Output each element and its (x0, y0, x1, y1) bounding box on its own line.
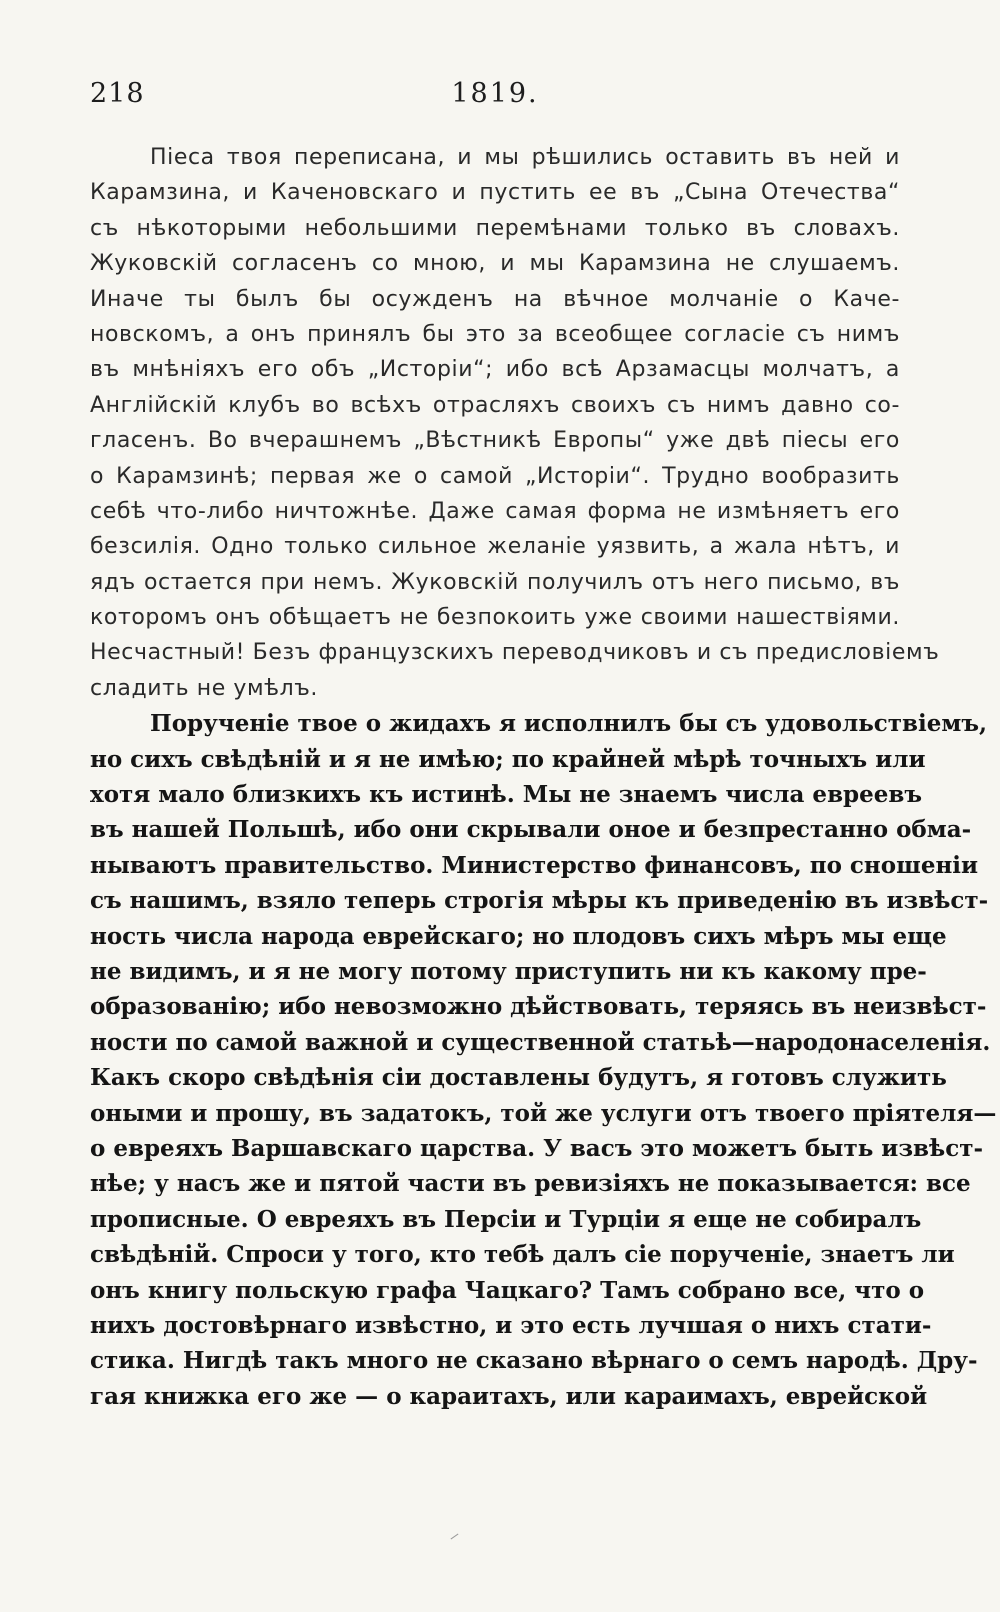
text-line: съ нѣкоторыми небольшими перемѣнами только въ словахъ. (90, 215, 900, 241)
text-line: нываютъ правительство. Министерство финансовъ, по сношеніи (90, 851, 979, 879)
text-line: себѣ что-либо ничтожнѣе. Даже самая форма не измѣняетъ его (90, 498, 900, 524)
text-line: сладить не умѣлъ. (90, 675, 319, 701)
text-line: ности по самой важной и существенной статьѣ—народонаселенія. (90, 1028, 991, 1056)
text-line: Піеса твоя переписана, и мы рѣшились оставить въ ней и (150, 145, 900, 170)
paragraph-1 (90, 140, 940, 706)
text-line: Англійскій клубъ во всѣхъ отрасляхъ своихъ съ нимъ давно со- (90, 392, 900, 418)
text-line: новскомъ, а онъ принялъ бы это за всеобщее согласіе съ нимъ (90, 321, 900, 347)
text-line: Карамзина, и Каченовскаго и пустить ее въ „Сына Отечества“ (90, 180, 900, 206)
text-line: ность числа народа еврейскаго; но плодовъ сихъ мѣръ мы еще (90, 922, 947, 950)
text-line: но сихъ свѣдѣній и я не имѣю; по крайней мѣрѣ точныхъ или (90, 745, 926, 773)
text-line: нѣе; у насъ же и пятой части въ ревизіяхъ не показывается: все (90, 1170, 971, 1198)
text-line: хотя мало близкихъ къ истинѣ. Мы не знаемъ числа евреевъ (90, 781, 923, 809)
text-line: безсилія. Одно только сильное желаніе уязвить, а жала нѣтъ, и (90, 534, 900, 560)
text-line: оными и прошу, въ задатокъ, той же услуги отъ твоего пріятеля— (90, 1099, 997, 1127)
text-line: ядъ остается при немъ. Жуковскій получилъ отъ него письмо, въ (90, 569, 900, 595)
text-line: Иначе ты былъ бы осужденъ на вѣчное молчаніе о Каче- (90, 286, 900, 312)
text-line: о Карамзинѣ; первая же о самой „Исторіи“. Трудно вообразить (90, 463, 900, 489)
text-line: Несчастный! Безъ французскихъ переводчиковъ и съ предисловіемъ (90, 640, 940, 666)
text-line: о евреяхъ Варшавскаго царства. У васъ это можетъ быть извѣст- (90, 1134, 984, 1162)
text-line: Порученіе твое о жидахъ я исполнилъ бы съ удовольствіемъ, (150, 710, 988, 738)
text-line: гая книжка его же — о караитахъ, или караимахъ, еврейской (90, 1382, 928, 1410)
paragraph-2 (90, 706, 997, 1414)
text-line: свѣдѣній. Спроси у того, кто тебѣ далъ сіе порученіе, знаетъ ли (90, 1241, 955, 1269)
text-line: онъ книгу польскую графа Чацкаго? Тамъ собрано все, что о (90, 1276, 925, 1304)
paper-speck (451, 1534, 459, 1540)
text-line: гласенъ. Во вчерашнемъ „Вѣстникѣ Европы“ уже двѣ піесы его (90, 428, 900, 454)
text-line: Какъ скоро свѣдѣнія сіи доставлены будутъ, я готовъ служить (90, 1064, 947, 1092)
text-line: съ нашимъ, взяло теперь строгія мѣры къ приведенію въ извѣст- (90, 887, 989, 915)
running-head-year: 1819. (451, 78, 539, 109)
text-line: Жуковскій согласенъ со мною, и мы Карамзина не слушаемъ. (90, 251, 900, 277)
page-number: 218 (90, 78, 145, 109)
text-line: которомъ онъ обѣщаетъ не безпокоить уже своими нашествіями. (90, 605, 900, 631)
text-line: въ мнѣніяхъ его объ „Исторіи“; ибо всѣ Арзамасцы молчатъ, а (90, 357, 900, 383)
text-line: не видимъ, и я не могу потому приступить ни къ какому пре- (90, 957, 927, 985)
text-line: стика. Нигдѣ такъ много не сказано вѣрнаго о семъ народѣ. Дру- (90, 1347, 978, 1375)
page-header (90, 78, 900, 118)
text-line: нихъ достовѣрнаго извѣстно, и это есть лучшая о нихъ стати- (90, 1311, 932, 1339)
text-line: образованію; ибо невозможно дѣйствовать, теряясь въ неизвѣст- (90, 993, 987, 1021)
body-text (90, 140, 997, 1414)
text-line: прописные. О евреяхъ въ Персіи и Турціи я еще не собиралъ (90, 1205, 922, 1233)
text-line: въ нашей Польшѣ, ибо они скрывали оное и безпрестанно обма- (90, 816, 972, 844)
